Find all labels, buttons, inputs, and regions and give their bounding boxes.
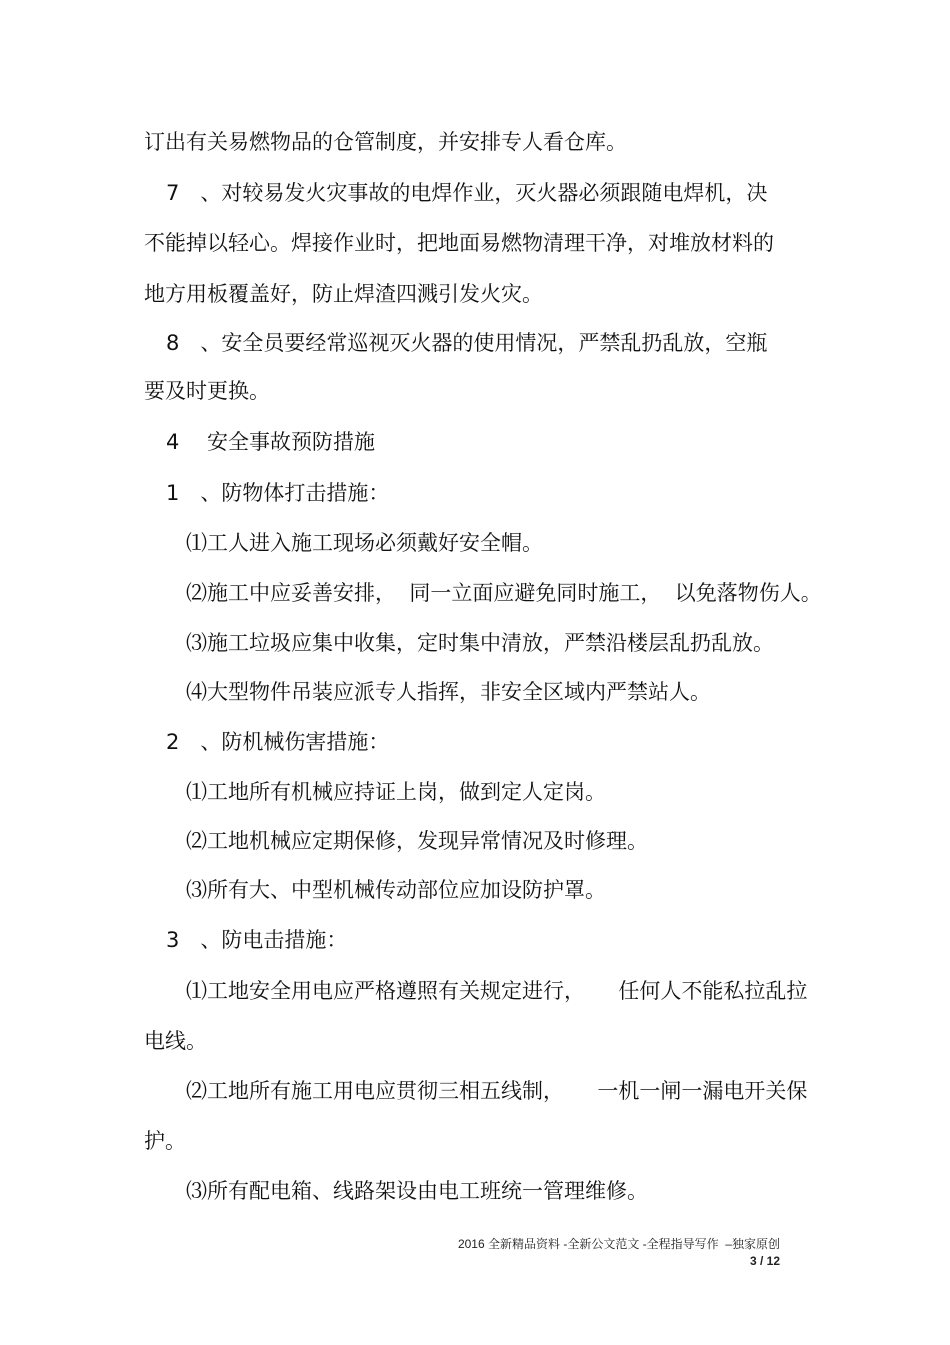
list-item: ⑴工地所有机械应持证上岗，做到定人定岗。 (186, 780, 606, 804)
text-line: 地方用板覆盖好，防止焊渣四溅引发火灾。 (144, 282, 543, 306)
list-item: ⑴工地安全用电应严格遵照有关规定进行， 任何人不能私拉乱拉 (186, 979, 808, 1003)
text-line: 护。 (144, 1129, 186, 1153)
section-heading: 4 安全事故预防措施 (166, 430, 376, 454)
list-item: ⑴工人进入施工现场必须戴好安全帽。 (186, 531, 543, 555)
list-item: ⑵施工中应妥善安排， 同一立面应避免同时施工， 以免落物伤人。 (186, 581, 822, 605)
list-item: ⑵工地机械应定期保修，发现异常情况及时修理。 (186, 829, 648, 853)
page-number: 3 / 12 (749, 1254, 780, 1268)
text-line: 订出有关易燃物品的仓管制度，并安排专人看仓库。 (144, 130, 627, 154)
text-line: 7 、对较易发火灾事故的电焊作业，灭火器必须跟随电焊机，决 (166, 181, 768, 205)
list-item: ⑷大型物件吊装应派专人指挥，非安全区域内严禁站人。 (186, 680, 711, 704)
text-line: 电线。 (144, 1029, 207, 1053)
subsection-heading: 1 、防物体打击措施： (166, 481, 390, 505)
subsection-heading: 2 、防机械伤害措施： (166, 730, 390, 754)
text-line: 要及时更换。 (144, 379, 270, 403)
list-item: ⑵工地所有施工用电应贯彻三相五线制， 一机一闸一漏电开关保 (186, 1079, 808, 1103)
subsection-heading: 3 、防电击措施： (166, 928, 348, 952)
text-line: 不能掉以轻心。焊接作业时，把地面易燃物清理干净，对堆放材料的 (144, 231, 774, 255)
list-item: ⑶施工垃圾应集中收集，定时集中清放，严禁沿楼层乱扔乱放。 (186, 631, 774, 655)
text-line: 8 、安全员要经常巡视灭火器的使用情况，严禁乱扔乱放，空瓶 (166, 331, 768, 355)
list-item: ⑶所有配电箱、线路架设由电工班统一管理维修。 (186, 1179, 648, 1203)
footer-text: 2016 全新精品资料 -全新公文范文 -全程指导写作 –独家原创 (457, 1237, 780, 1251)
list-item: ⑶所有大、中型机械传动部位应加设防护罩。 (186, 878, 606, 902)
